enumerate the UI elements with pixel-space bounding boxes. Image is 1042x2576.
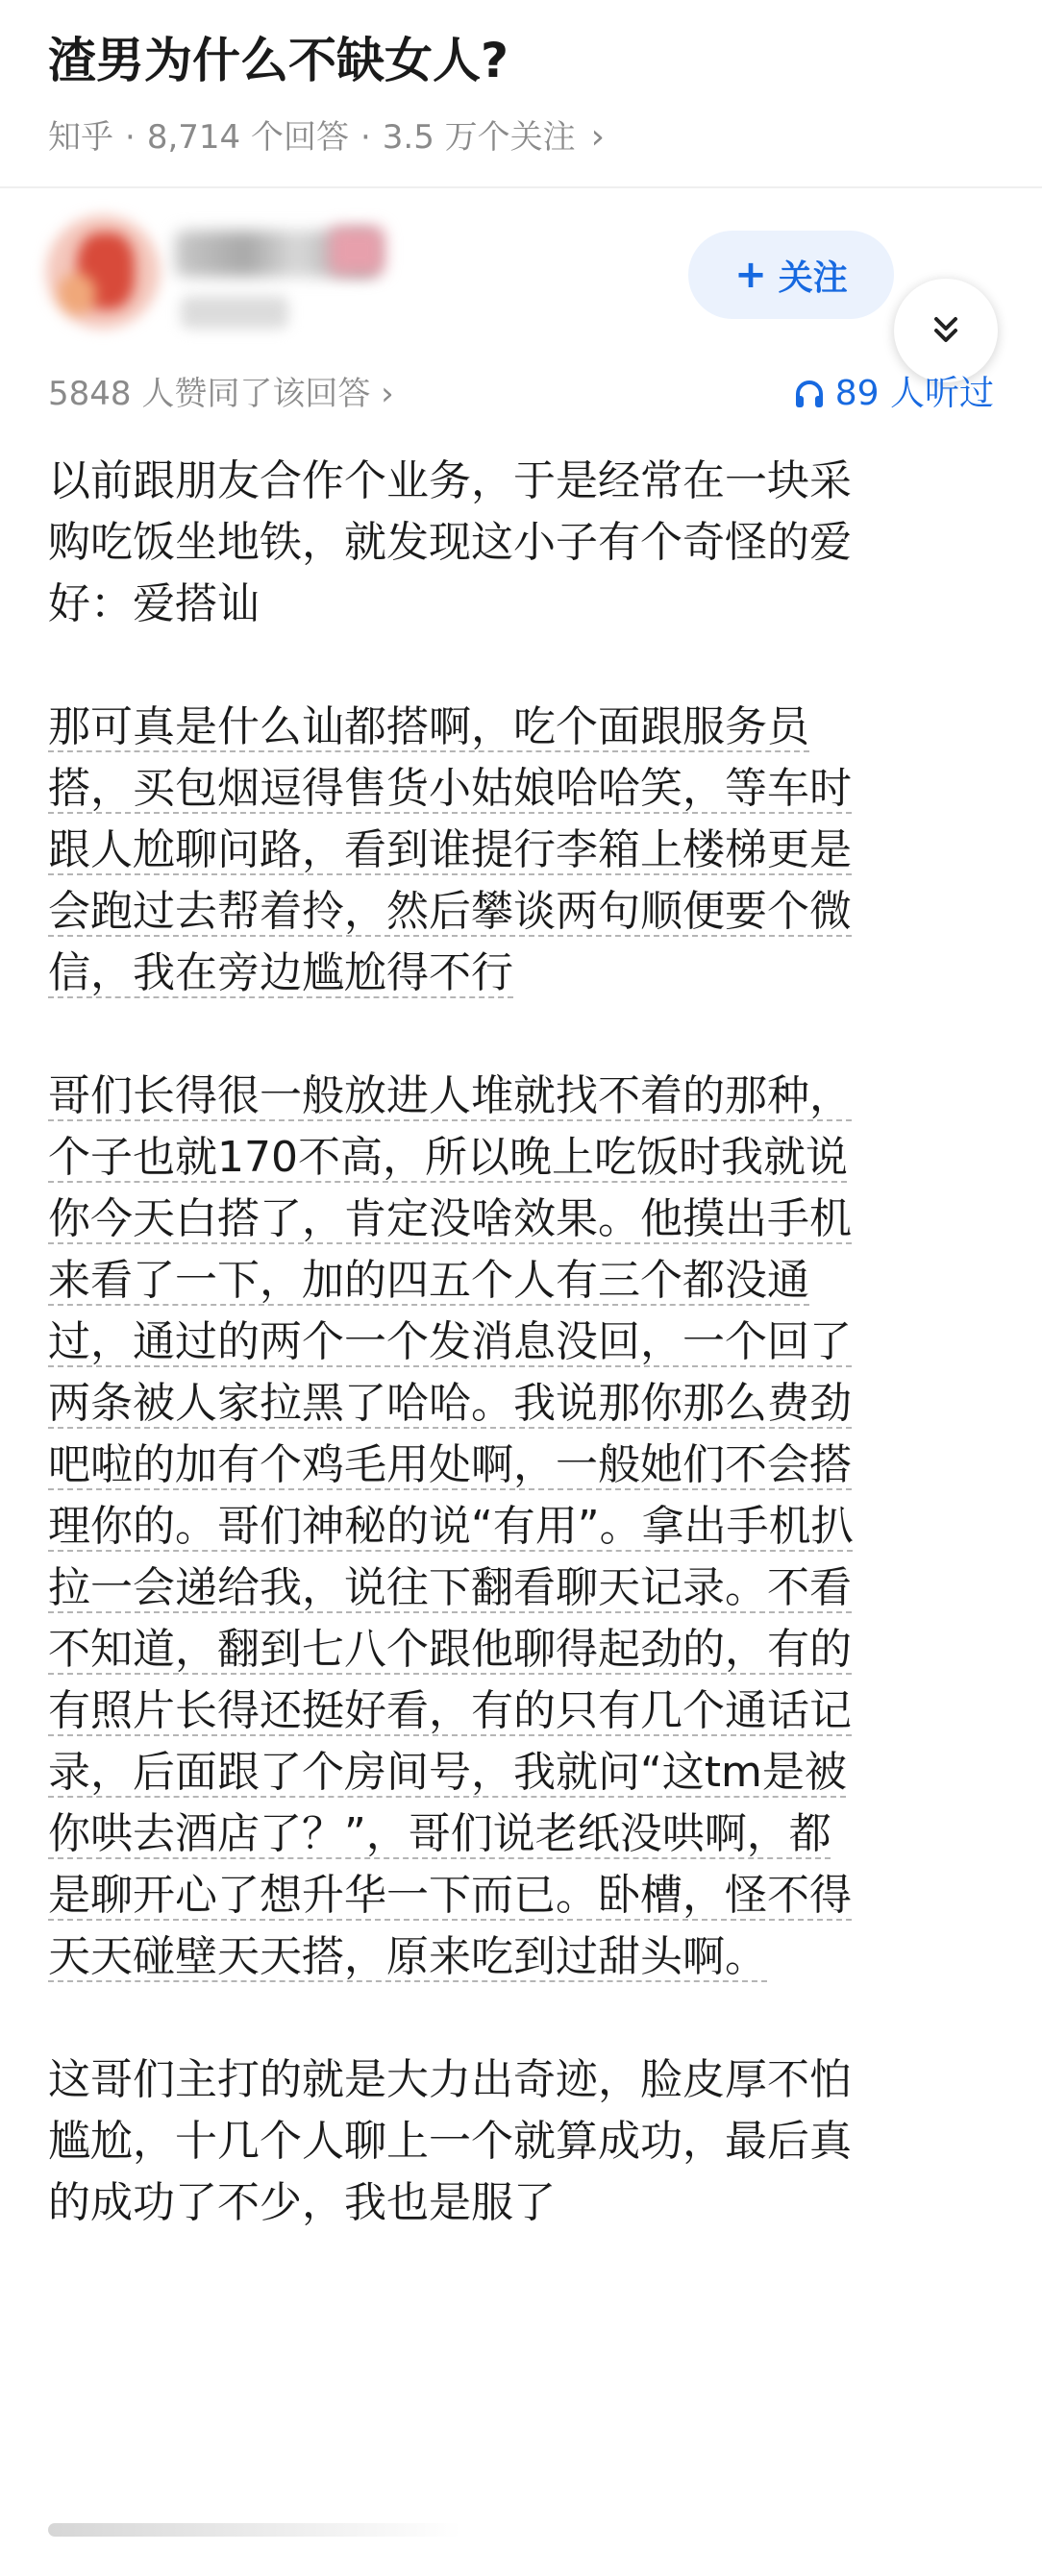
- listen-label: 89 人听过: [834, 374, 994, 413]
- follow-button[interactable]: [688, 231, 894, 319]
- author-row: [0, 188, 1042, 366]
- listen-count[interactable]: [793, 372, 994, 416]
- source-label: 知乎: [48, 118, 113, 157]
- answer-paragraph: 以前跟朋友合作个业务，于是经常在一块采 购吃饭坐地铁，就发现这小子有个奇怪的爱 好：爱搭讪: [48, 456, 852, 628]
- chevron-right-icon: ›: [381, 375, 394, 413]
- headphones-icon: [793, 378, 826, 410]
- answer-count: 8,714 个回答: [146, 118, 349, 157]
- follower-count: 3.5 万个关注: [382, 118, 576, 157]
- meta-separator: ·: [360, 118, 371, 157]
- answer-paragraph: 那可真是什么讪都搭啊，吃个面跟服务员 搭，买包烟逗得售货小姑娘哈哈笑，等车时 跟人尬聊问路，看到谁提行李箱上楼梯更是 会跑过去帮着拎，然后攀谈两句顺便要个微 信，我在旁边尴尬得不行: [48, 702, 852, 997]
- chevron-down-double-icon: [927, 311, 965, 350]
- author-badge-blurred: [329, 227, 385, 275]
- meta-separator: ·: [125, 118, 136, 157]
- author-headline-blurred: [181, 296, 288, 329]
- agree-label: 5848 人赞同了该回答: [48, 375, 371, 413]
- answer-body: [0, 431, 1042, 2234]
- chevron-right-icon: ›: [590, 117, 606, 157]
- stats-row: [0, 366, 1042, 431]
- agree-count[interactable]: [48, 372, 394, 416]
- question-title[interactable]: 渣男为什么不缺女人?: [48, 33, 509, 88]
- question-header[interactable]: [0, 0, 1042, 188]
- question-meta[interactable]: [48, 115, 994, 159]
- answer-paragraph: 这哥们主打的就是大力出奇迹，脸皮厚不怕 尴尬，十几个人聊上一个就算成功，最后真 的成功了不少，我也是服了: [48, 2055, 852, 2227]
- avatar[interactable]: [46, 215, 160, 329]
- answer-paragraph: 哥们长得很一般放进人堆就找不着的那种， 个子也就170不高，所以晚上吃饭时我就说 你今天白搭了，肯定没啥效果。他摸出手机 来看了一下，加的四五个人有三个都没通 过，通过的两个一个发消息没回，一个回了 两条被人家拉黑了哈哈。我说那你那么费劲 吧啦的加有个鸡毛用处啊，一般她们不会搭 理你的。哥们神秘的说“有用”。拿出手机扒 拉一会递给我，说往下翻看聊天记录。不看 不知道，翻到七八个跟他聊得起劲的，有的 有照片长得还挺好看，有的只有几个通话记 录，后面跟了个房间号，我就问“这tm是被 你哄去酒店了？”，哥们说老纸没哄啊，都 是聊开心了想升华一下而已。卧槽，怪不得 天天碰壁天天搭，原来吃到过甜头啊。: [48, 1071, 854, 1981]
- follow-label: 关注: [778, 258, 848, 298]
- plus-icon: +: [734, 253, 767, 297]
- content-fade-divider: [48, 2523, 461, 2537]
